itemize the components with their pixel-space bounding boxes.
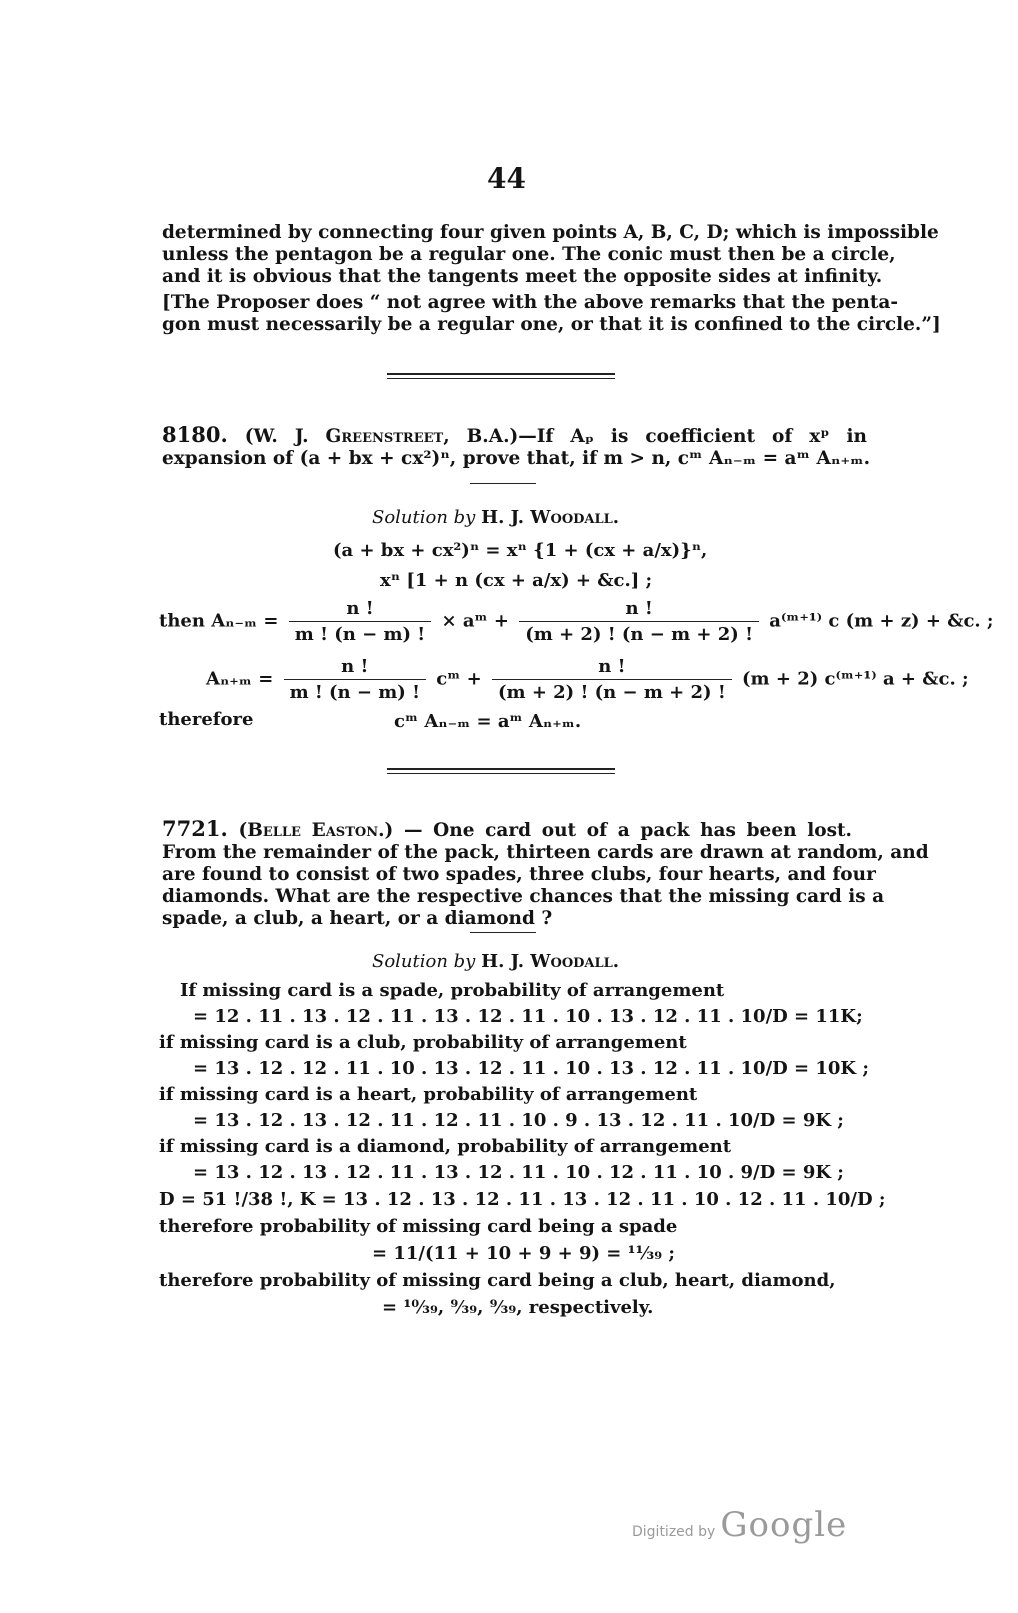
solver-name: H. J. Woodall. [481,951,620,972]
question-number: 7721. [162,816,228,841]
fraction: $\frac{n !}{(m + 2) ! (n - m + 2) !}$ [519,598,759,645]
question-number: 8180. [162,422,228,447]
solution-line-13: = ¹⁰⁄₃₉, ⁹⁄₃₉, ⁹⁄₃₉, respectively. [382,1297,654,1318]
section-divider-top [387,373,615,375]
solution-line-6: = 13 . 12 . 13 . 12 . 11 . 12 . 11 . 10 . 9 . 13 . 12 . 11 . 10/D = 9K ; [193,1110,844,1131]
question-text-2: expansion of (a + bx + cx²)ⁿ, prove that, if m > n, cᵐ Aₙ₋ₘ = aᵐ Aₙ₊ₘ. [162,448,871,469]
equation-3: then Aₙ₋ₘ = $\frac{n !}{m ! (n - m) !}$ × aᵐ + $\frac{n !}{(m + 2) ! (n - m + 2) !}$ a⁽ᵐ⁺¹⁾ c (m + z) + &c. ; [159,598,994,645]
solution-line-12: therefore probability of missing card being a club, heart, diamond, [159,1270,836,1291]
solution-line-7: if missing card is a diamond, probability of arrangement [159,1136,732,1157]
solution-by-label: Solution by [372,951,476,972]
fraction: $\frac{n !}{m ! (n - m) !}$ [289,598,431,645]
solution-line-5: if missing card is a heart, probability of arrangement [159,1084,698,1105]
short-divider [470,483,536,484]
equation-2: xⁿ [1 + n (cx + a/x) + &c.] ; [380,570,653,591]
question-text-3: are found to consist of two spades, three clubs, four hearts, and four [162,864,876,885]
question-text-5: spade, a club, a heart, or a diamond ? [162,908,553,929]
section-divider-middle-2 [387,773,615,774]
question-text-4: diamonds. What are the respective chances that the missing card is a [162,886,885,907]
intro-line-2: unless the pentagon be a regular one. The conic must then be a circle, [162,244,896,265]
note-line-1: [The Proposer does “ not agree with the above remarks that the penta- [162,292,899,313]
then-label: then Aₙ₋ₘ = [159,610,279,632]
solver-name: H. J. Woodall. [481,507,620,528]
question-8180 [162,422,871,470]
solution-line-10: therefore probability of missing card being a spade [159,1216,678,1237]
watermark-prefix: Digitized by [632,1524,716,1540]
section-divider-middle [387,768,615,770]
section-divider-top-2 [387,378,615,379]
question-text-1: —If Aₚ is coefficient of xᵖ in [518,426,867,447]
page-number: 44 [487,162,526,195]
google-logo: Google [720,1505,848,1545]
question-text-2: From the remainder of the pack, thirteen cards are drawn at random, and [162,842,929,863]
solution-line-3: if missing card is a club, probability of arrangement [159,1032,687,1053]
fraction: $\frac{n !}{m ! (n - m) !}$ [284,656,426,703]
equation-1: (a + bx + cx²)ⁿ = xⁿ {1 + (cx + a/x)}ⁿ, [333,540,708,561]
intro-paragraph [162,222,939,288]
solution-heading [372,507,619,528]
fraction: $\frac{n !}{(m + 2) ! (n - m + 2) !}$ [492,656,732,703]
solution-by-label: Solution by [372,507,476,528]
solution-heading [372,951,619,972]
digitized-by-google-watermark [632,1505,847,1545]
question-text-1: — One card out of a pack has been lost. [403,820,852,841]
solution-line-9: D = 51 !/38 !, K = 13 . 12 . 13 . 12 . 11 . 13 . 12 . 11 . 10 . 12 . 11 . 10/D ; [159,1189,886,1210]
proposer-note [162,292,941,336]
solution-line-11: = 11/(11 + 10 + 9 + 9) = ¹¹⁄₃₉ ; [372,1243,676,1264]
equation-label: Aₙ₊ₘ = [206,668,274,690]
solution-line-8: = 13 . 12 . 13 . 12 . 11 . 13 . 12 . 11 . 10 . 12 . 11 . 10 . 9/D = 9K ; [193,1162,844,1183]
short-divider [470,932,536,933]
note-line-2: gon must necessarily be a regular one, or that it is confined to the circle.”] [162,314,941,335]
solution-line-1: If missing card is a spade, probability of arrangement [180,980,725,1001]
question-author: (W. J. Greenstreet, B.A.) [244,426,519,447]
question-7721 [162,816,929,930]
equation-5: cᵐ Aₙ₋ₘ = aᵐ Aₙ₊ₘ. [394,711,582,732]
intro-line-1: determined by connecting four given points A, B, C, D; which is impossible [162,222,939,243]
therefore-label: therefore [159,709,254,730]
equation-4: Aₙ₊ₘ = $\frac{n !}{m ! (n - m) !}$ cᵐ + $\frac{n !}{(m + 2) ! (n - m + 2) !}$ (m + 2) c⁽ᵐ⁺¹⁾ a + &c. ; [206,656,969,703]
solution-line-4: = 13 . 12 . 12 . 11 . 10 . 13 . 12 . 11 . 10 . 13 . 12 . 11 . 10/D = 10K ; [193,1058,869,1079]
question-author: (Belle Easton.) [238,820,394,841]
intro-line-3: and it is obvious that the tangents meet the opposite sides at infinity. [162,266,883,287]
solution-line-2: = 12 . 11 . 13 . 12 . 11 . 13 . 12 . 11 . 10 . 13 . 12 . 11 . 10/D = 11K; [193,1006,863,1027]
